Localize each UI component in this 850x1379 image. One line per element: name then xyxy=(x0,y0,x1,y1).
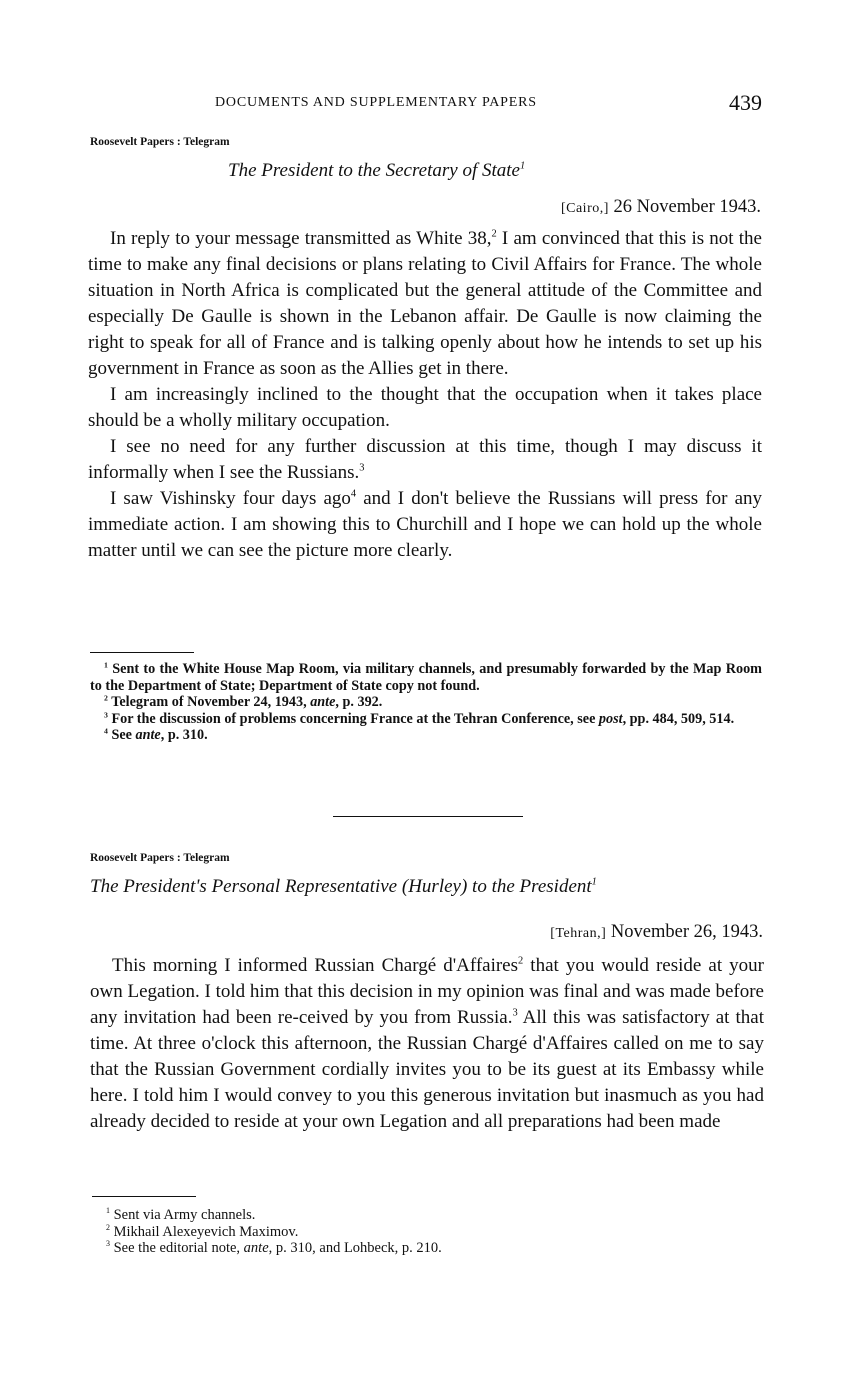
document-separator-rule xyxy=(333,816,523,817)
running-head xyxy=(90,92,762,116)
doc2-title-name: Hurley xyxy=(408,876,461,897)
doc1-paragraph-2 xyxy=(88,382,762,434)
doc1-title xyxy=(228,160,525,182)
doc2-footnote-3 xyxy=(92,1240,764,1257)
doc1-footnote-4 xyxy=(90,727,762,744)
doc1-p4-text-b: and I don't believe the Russians will press for any immediate action. I am showing this to Churchill and I hope we can hold up the whole matter until we can see the picture more clearly. xyxy=(88,488,763,561)
doc2-title-text-c: ) to the President xyxy=(460,876,592,897)
doc1-source-line: Roosevelt Papers : Telegram xyxy=(90,136,230,148)
doc1-fn2-italic: ante xyxy=(310,694,336,710)
doc2-footnote-1 xyxy=(92,1207,764,1224)
doc1-paragraph-3 xyxy=(88,434,762,486)
doc1-fn3-number: 3 xyxy=(104,709,108,719)
doc1-fn1-number: 1 xyxy=(104,660,108,670)
doc1-p4-footnote-ref: 4 xyxy=(350,488,357,500)
doc1-fn4-number: 4 xyxy=(104,726,108,736)
doc1-paragraph-1 xyxy=(88,226,762,382)
doc2-p1-text-b: that you would reside at your own Legation. I told him that this decision in my opinion was final and was made before any invitation had been re-ceived by you from Russia. xyxy=(90,955,764,1028)
doc2-fn3-text-a: See the editorial note, xyxy=(113,1240,241,1256)
doc1-fn4-italic: ante xyxy=(135,727,161,743)
doc1-title-footnote-ref: 1 xyxy=(519,160,526,172)
doc2-fn2-number: 2 xyxy=(106,1222,110,1232)
doc2-fn1-number: 1 xyxy=(106,1206,110,1216)
doc1-fn2-text-a: Telegram of November 24, 1943, xyxy=(111,694,307,710)
doc2-title xyxy=(90,876,597,898)
doc2-title-text-a: The President's Personal Representative ( xyxy=(90,876,409,897)
doc1-fn2-text-b: , p. 392. xyxy=(335,694,383,710)
doc1-p1-text-b: I am convinced that this is not the time to make any final decisions or plans relating to Civil Affairs for France. The whole situation in North Africa is complicated but the general attitude of the Committee and especially De Gaulle is shown in the Lebanon affair. De Gaulle is now claiming the right to speak for all of France and is talking openly about how he intends to set up his government in France as soon as the Allies get in there. xyxy=(88,228,762,379)
doc2-fn3-number: 3 xyxy=(106,1239,110,1249)
doc1-fn3-text-a: For the discussion of problems concerning France at the Tehran Conference, see xyxy=(111,710,596,727)
doc1-p3-text: I see no need for any further discussion at this time, though I may discuss it informally when I see the Russians. xyxy=(88,436,762,483)
doc1-dateline-date: 26 November 1943. xyxy=(613,197,761,217)
doc2-dateline xyxy=(550,922,763,943)
doc1-body xyxy=(88,226,762,564)
doc1-p4-text-a: I saw Vishinsky four days ago xyxy=(110,488,351,509)
doc1-footnote-2 xyxy=(90,694,762,711)
doc2-body xyxy=(90,953,764,1135)
doc2-p1-footnote-ref-3: 3 xyxy=(512,1007,518,1019)
doc1-p1-footnote-ref: 2 xyxy=(491,228,497,240)
doc1-title-text: The President to the Secretary of State xyxy=(228,160,520,181)
doc2-p1-text-c: All this was satisfactory at that time. At three o'clock this afternoon, the Russian Chargé d'Affaires called on me to say that the Russian Government cordially invites you to be its guest at its Embassy while here. I told him I would convey to you this generous invitation but inasmuch as you had already decided to reside at your own Legation and all preparations had been made xyxy=(90,1007,764,1132)
doc2-p1-text-a: This morning I informed Russian Chargé d'Affaires xyxy=(112,955,519,976)
doc2-dateline-date: November 26, 1943. xyxy=(610,922,763,942)
doc2-title-footnote-ref: 1 xyxy=(591,876,597,888)
doc1-paragraph-4 xyxy=(88,486,762,564)
doc1-fn3-text-b: , pp. 484, 509, 514. xyxy=(622,710,735,727)
doc1-fn4-text-b: , p. 310. xyxy=(160,727,208,743)
doc2-p1-footnote-ref-2: 2 xyxy=(518,955,524,967)
doc1-p1-text-a: In reply to your message transmitted as White 38, xyxy=(110,228,492,249)
doc1-footnote-3 xyxy=(90,711,762,728)
doc1-fn2-number: 2 xyxy=(104,693,108,703)
doc1-fn4-text-a: See xyxy=(111,727,132,743)
doc1-p2-text: I am increasingly inclined to the thought that the occupation when it takes place should be a wholly military occupation. xyxy=(88,384,762,431)
doc1-fn3-italic: post xyxy=(598,710,623,727)
doc1-footnotes xyxy=(90,661,762,744)
doc2-source-line: Roosevelt Papers : Telegram xyxy=(90,852,230,864)
doc2-dateline-place: [Tehran,] xyxy=(550,926,607,941)
doc2-footnotes xyxy=(92,1207,764,1257)
doc2-paragraph-1 xyxy=(90,953,764,1135)
doc2-fn3-italic: ante xyxy=(243,1240,269,1256)
doc1-dateline xyxy=(561,197,761,218)
doc1-dateline-place: [Cairo,] xyxy=(560,201,609,216)
running-title: DOCUMENTS AND SUPPLEMENTARY PAPERS xyxy=(215,95,537,110)
doc2-footnote-2 xyxy=(92,1224,764,1241)
doc2-fn1-text: Sent via Army channels. xyxy=(113,1207,256,1223)
page-number: 439 xyxy=(729,90,762,115)
doc1-footnote-rule xyxy=(90,652,194,653)
doc2-fn3-text-b: , p. 310, and Lohbeck, p. 210. xyxy=(268,1240,442,1256)
doc2-footnote-rule xyxy=(92,1196,196,1197)
doc2-fn2-text: Mikhail Alexeyevich Maximov. xyxy=(113,1223,299,1240)
doc1-p3-footnote-ref: 3 xyxy=(359,462,365,474)
doc1-fn1-text: Sent to the White House Map Room, via military channels, and presumably forwarded by the Map Room to the Department of State; Department of State copy not found. xyxy=(90,661,763,694)
doc1-footnote-1 xyxy=(90,661,762,694)
